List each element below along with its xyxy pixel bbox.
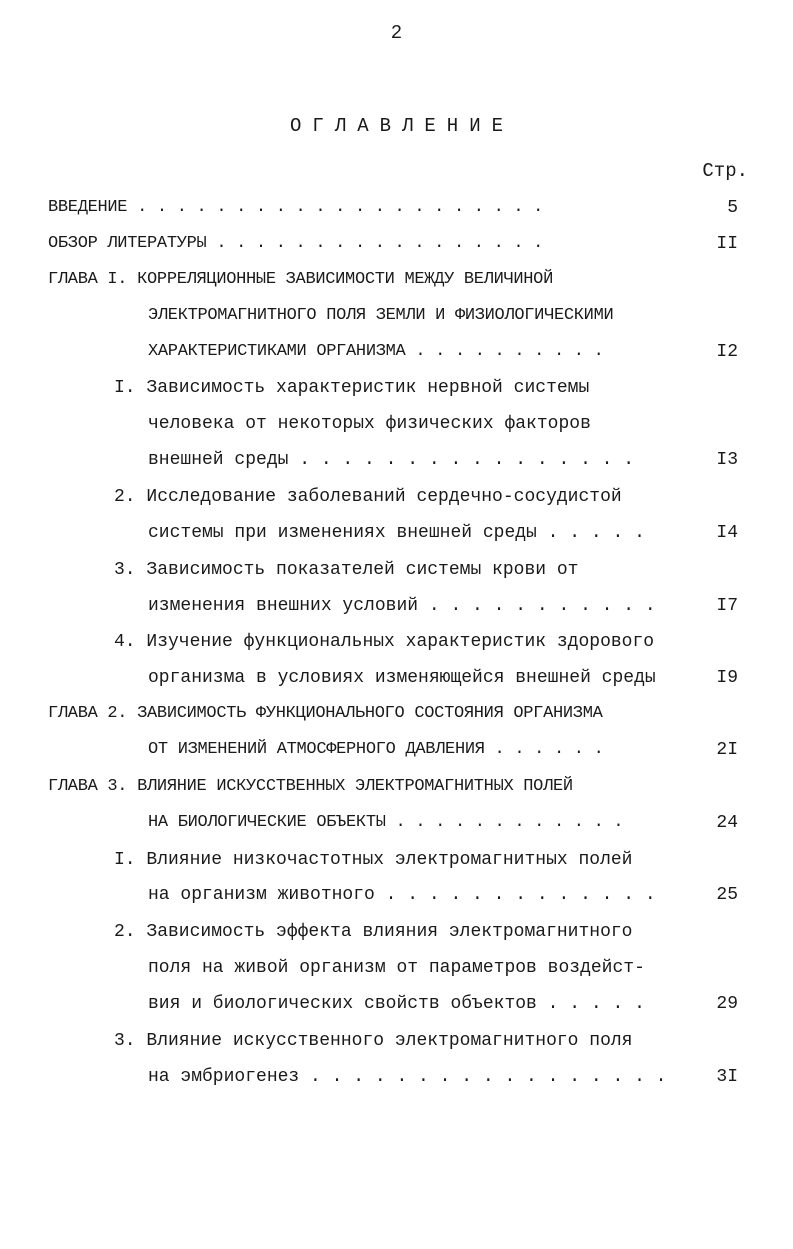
toc-section-line: внешней среды . . . . . . . . . . . . . . . . xyxy=(148,450,635,470)
toc-page-number: I3 xyxy=(716,450,738,470)
toc-section-line: организма в условиях изменяющейся внешней среды xyxy=(148,668,656,688)
toc-chapter-1-line: ЭЛЕКТРОМАГНИТНОГО ПОЛЯ ЗЕМЛИ И ФИЗИОЛОГИЧЕСКИМИ xyxy=(148,306,614,325)
page-column-header: Стр. xyxy=(702,160,748,182)
toc-chapter-2-line: ОТ ИЗМЕНЕНИЙ АТМОСФЕРНОГО ДАВЛЕНИЯ . . . . . . xyxy=(148,740,604,759)
toc-chapter-3-line: НА БИОЛОГИЧЕСКИЕ ОБЪЕКТЫ . . . . . . . . . . . . xyxy=(148,813,624,832)
toc-section-line: человека от некоторых физических факторов xyxy=(148,414,591,434)
toc-entry-introduction: ВВЕДЕНИЕ . . . . . . . . . . . . . . . . . . . . . xyxy=(48,198,544,217)
toc-chapter-1-line: ГЛАВА I. КОРРЕЛЯЦИОННЫЕ ЗАВИСИМОСТИ МЕЖДУ ВЕЛИЧИНОЙ xyxy=(48,270,553,289)
toc-section-line: I. Влияние низкочастотных электромагнитных полей xyxy=(114,850,633,870)
toc-page-number: I7 xyxy=(716,596,738,616)
toc-page-number: I4 xyxy=(716,523,738,543)
toc-chapter-1-line: ХАРАКТЕРИСТИКАМИ ОРГАНИЗМА . . . . . . . . . . xyxy=(148,342,604,361)
toc-page-number: 25 xyxy=(716,885,738,905)
toc-page-number: 29 xyxy=(716,994,738,1014)
toc-section-line: поля на живой организм от параметров воздейст- xyxy=(148,958,645,978)
toc-section-line: системы при изменениях внешней среды . . . . . xyxy=(148,523,645,543)
toc-entry-literature-review: ОБЗОР ЛИТЕРАТУРЫ . . . . . . . . . . . . . . . . . xyxy=(48,234,544,253)
toc-page-number: II xyxy=(716,234,738,254)
toc-section-line: 3. Зависимость показателей системы крови от xyxy=(114,560,579,580)
toc-page-number: I2 xyxy=(716,342,738,362)
toc-page-number: 5 xyxy=(727,198,738,218)
toc-section-line: 4. Изучение функциональных характеристик здорового xyxy=(114,632,655,652)
toc-section-line: 2. Зависимость эффекта влияния электромагнитного xyxy=(114,922,633,942)
toc-section-line: 3. Влияние искусственного электромагнитного поля xyxy=(114,1031,633,1051)
page-number: 2 xyxy=(390,22,403,44)
toc-section-line: изменения внешних условий . . . . . . . . . . . xyxy=(148,596,656,616)
toc-section-line: вия и биологических свойств объектов . . . . . xyxy=(148,994,645,1014)
toc-section-line: на эмбриогенез . . . . . . . . . . . . . . . . . xyxy=(148,1067,667,1087)
toc-section-line: I. Зависимость характеристик нервной системы xyxy=(114,378,590,398)
toc-section-line: 2. Исследование заболеваний сердечно-сосудистой xyxy=(114,487,622,507)
toc-section-line: на организм животного . . . . . . . . . . . . . xyxy=(148,885,656,905)
toc-page-number: 24 xyxy=(716,813,738,833)
toc-page-number: I9 xyxy=(716,668,738,688)
page-title: ОГЛАВЛЕНИЕ xyxy=(289,115,515,137)
toc-page-number: 3I xyxy=(716,1067,738,1087)
toc-chapter-3-line: ГЛАВА 3. ВЛИЯНИЕ ИСКУССТВЕННЫХ ЭЛЕКТРОМАГНИТНЫХ ПОЛЕЙ xyxy=(48,777,573,796)
toc-chapter-2-line: ГЛАВА 2. ЗАВИСИМОСТЬ ФУНКЦИОНАЛЬНОГО СОСТОЯНИЯ ОРГАНИЗМА xyxy=(48,704,603,723)
toc-page-number: 2I xyxy=(716,740,738,760)
